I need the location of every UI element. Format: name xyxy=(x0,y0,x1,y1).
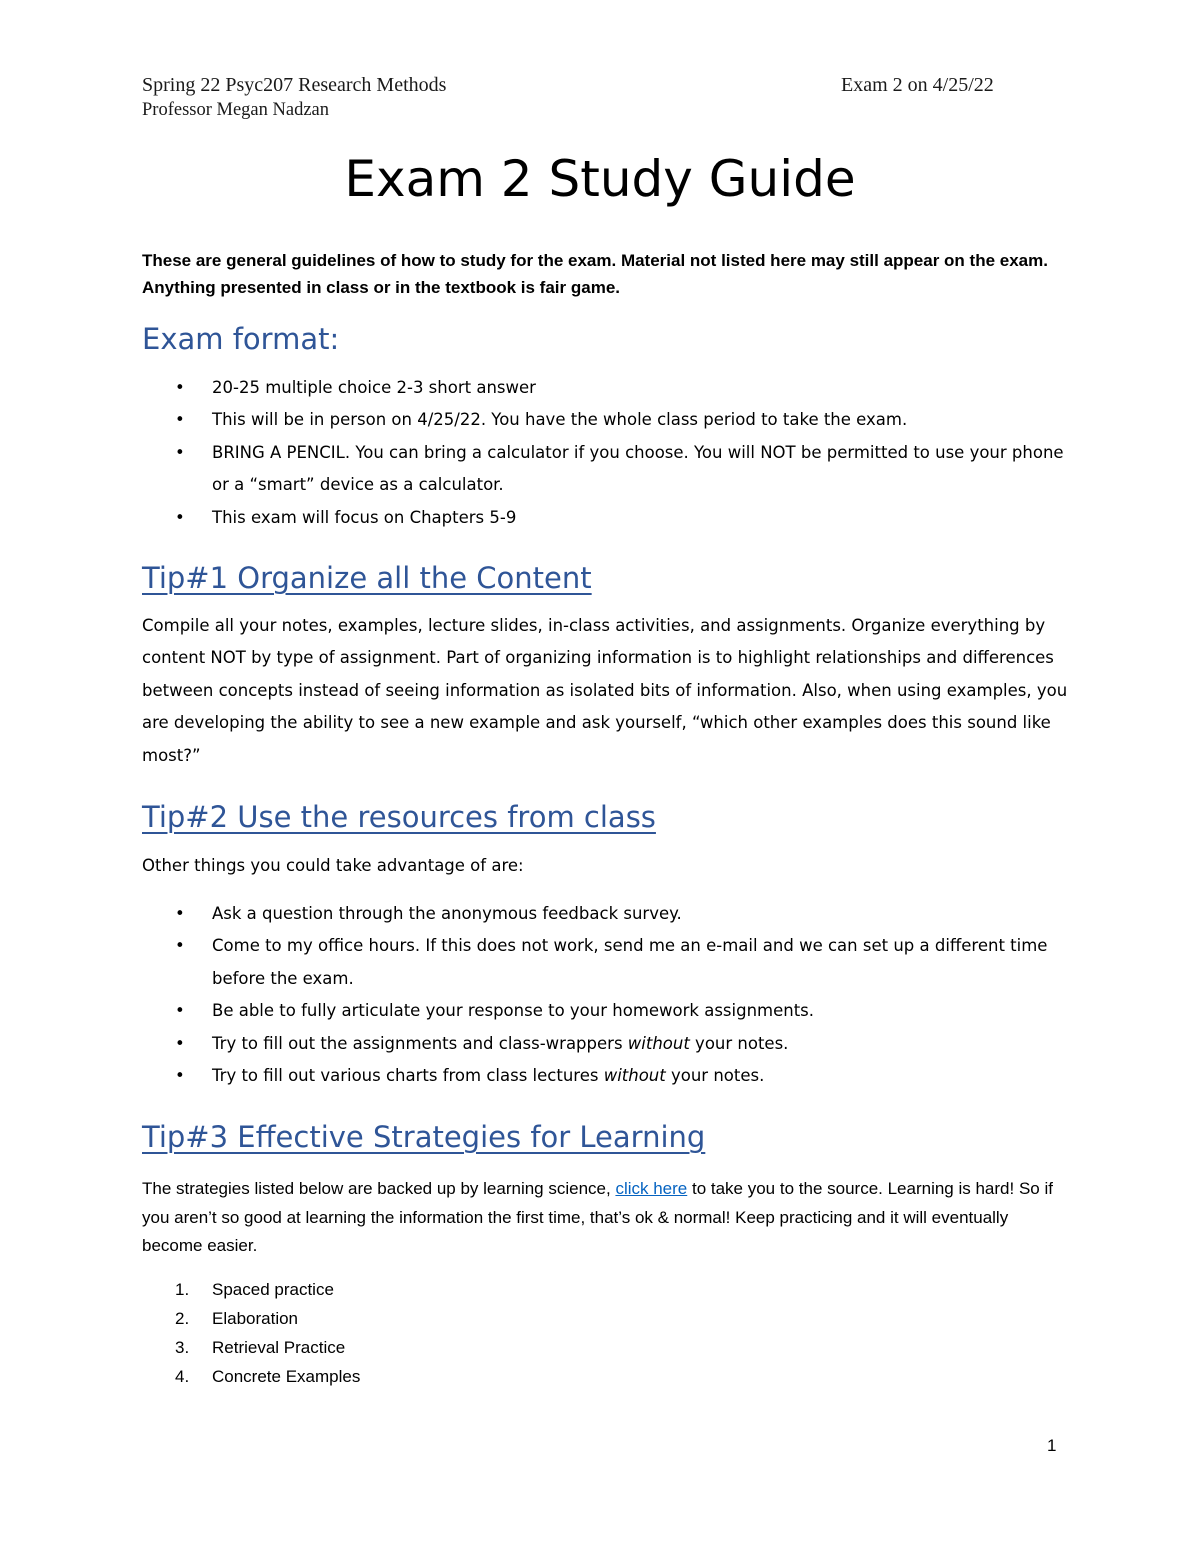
list-item: • This exam will focus on Chapters 5-9 xyxy=(142,502,1072,534)
bullet-icon: • xyxy=(175,1033,185,1053)
list-item: 4. Concrete Examples xyxy=(175,1367,361,1386)
bullet-icon: • xyxy=(175,904,185,923)
header-professor: Professor Megan Nadzan xyxy=(142,100,329,120)
intro-paragraph: These are general guidelines of how to study for the exam. Material not listed here may still appear on the exam. Anything presented in class or in the textbook is fair game. xyxy=(142,251,1048,297)
bullet-icon: • xyxy=(175,378,185,397)
bullet-icon: • xyxy=(175,410,185,430)
bullet-icon: • xyxy=(175,442,185,462)
exam-format-heading: Exam format: xyxy=(142,322,340,356)
emphasis-text: without xyxy=(603,1066,666,1086)
list-item: • 20-25 multiple choice 2-3 short answer xyxy=(142,372,1072,404)
tip1-body: Compile all your notes, examples, lecture slides, in-class activities, and assignments. Organize everything by content NOT by type of assignment. Part of organizing information is to highlight relationships and differences between concepts instead of seeing information as isolated bits of information. Also, when using examples, you are developing the ability to see a new example and ask yourself, “which other examples does this sound like most?” xyxy=(142,616,1068,765)
exam-format-list xyxy=(142,372,1072,534)
list-item: • This will be in person on 4/25/22. You have the whole class period to take the exam. xyxy=(142,404,1072,436)
bullet-icon: • xyxy=(175,507,185,527)
list-item: • Try to fill out the assignments and class-wrappers without your notes. xyxy=(142,1028,1072,1060)
header-exam-date: Exam 2 on 4/25/22 xyxy=(841,74,994,96)
tip2-intro: Other things you could take advantage of are: xyxy=(142,856,524,875)
list-item: • Try to fill out various charts from class lectures without your notes. xyxy=(142,1060,1072,1092)
list-item: 2. Elaboration xyxy=(175,1309,299,1328)
list-item: • Be able to fully articulate your response to your homework assignments. xyxy=(142,995,1072,1027)
bullet-icon: • xyxy=(175,936,185,956)
emphasis-text: without xyxy=(627,1033,690,1053)
list-item: • BRING A PENCIL. You can bring a calculator if you choose. You will NOT be permitted to use your phone or a “smart” device as a calculator. xyxy=(142,437,1072,502)
strategies-list xyxy=(142,1275,1072,1391)
tip2-heading: Tip#2 Use the resources from class xyxy=(142,800,656,834)
page-number: 1 xyxy=(1047,1436,1057,1455)
bullet-icon: • xyxy=(175,1001,185,1021)
list-item: 3. Retrieval Practice xyxy=(175,1338,346,1357)
page-title: Exam 2 Study Guide xyxy=(344,150,856,208)
source-link[interactable]: click here xyxy=(615,1179,688,1198)
tip1-heading: Tip#1 Organize all the Content xyxy=(142,561,592,595)
list-item: • Come to my office hours. If this does not work, send me an e-mail and we can set up a different time before the exam. xyxy=(142,930,1072,995)
tip3-heading: Tip#3 Effective Strategies for Learning xyxy=(142,1120,706,1154)
list-item: 1. Spaced practice xyxy=(175,1280,334,1299)
tip3-intro: The strategies listed below are backed up by learning science, click here to take you to the source. Learning is hard! So if you aren’t so good at learning the information the first time, that’s ok & normal! Keep practicing and it will eventually become easier. xyxy=(142,1179,1053,1255)
list-item: • Ask a question through the anonymous feedback survey. xyxy=(142,898,1072,930)
tip2-resources-list xyxy=(142,898,1072,1092)
header-course: Spring 22 Psyc207 Research Methods xyxy=(142,74,447,96)
bullet-icon: • xyxy=(175,1066,185,1086)
